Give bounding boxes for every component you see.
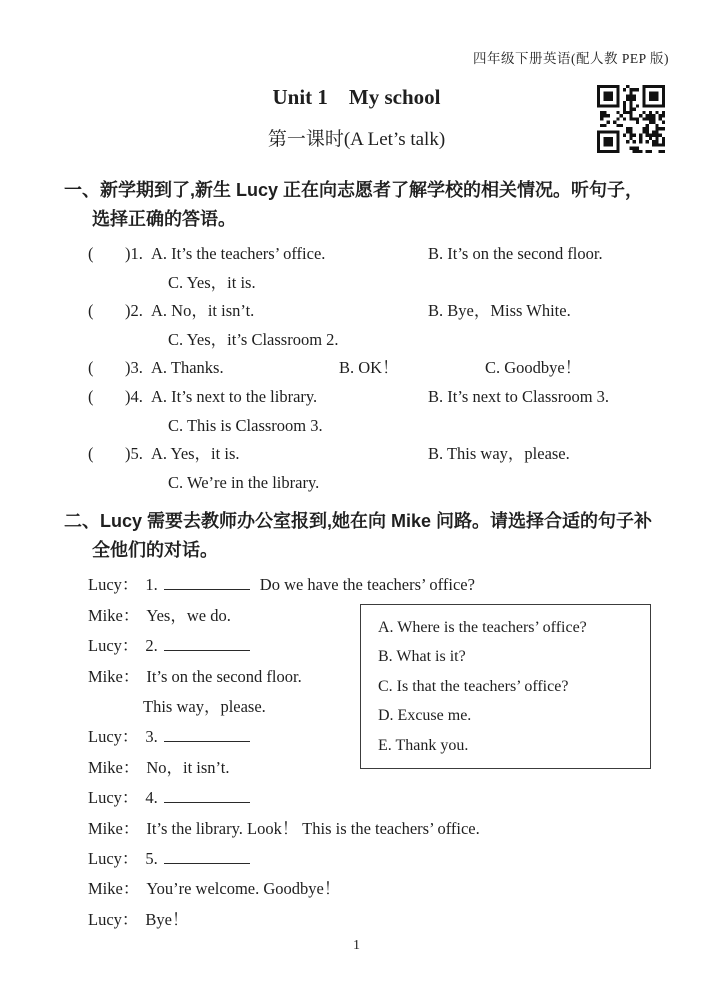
speaker-label: Mike：	[88, 666, 140, 686]
blank-number: 1.	[145, 575, 158, 595]
box-option: D. Excuse me.	[378, 707, 472, 725]
answer-blank	[164, 849, 250, 864]
answer-paren: (	[88, 444, 94, 464]
option-c-row	[64, 469, 657, 498]
listening-question	[64, 440, 657, 497]
dialogue-text: You’re welcome. Goodbye！	[146, 879, 341, 899]
answer-paren: (	[88, 386, 94, 406]
section-two-instructions: 二、Lucy 需要去教师办公室报到,她在向 Mike 问路。请选择合适的句子补全他们的对话。	[64, 511, 653, 561]
dialogue-text: It’s on the second floor.	[146, 666, 302, 686]
page-body	[64, 176, 657, 935]
dialogue-line	[64, 814, 657, 844]
option-c-row	[64, 269, 657, 298]
listening-question	[64, 383, 657, 440]
blank-number: 3.	[145, 727, 158, 747]
dialogue-text: Do we have the teachers’ office?	[259, 575, 475, 595]
speaker-label: Mike：	[88, 879, 140, 899]
lesson-title: 第一课时(A Let’s talk)	[267, 129, 446, 150]
box-option: A. Where is the teachers’ office?	[378, 619, 587, 636]
dialogue-text: Yes，we do.	[146, 605, 231, 625]
unit-title: Unit 1 My school	[272, 85, 441, 109]
dialogue-text: It’s the library. Look！ This is the teachers’ office.	[146, 818, 480, 838]
dialogue-line	[64, 783, 657, 813]
option-b: B. This way，please.	[428, 444, 570, 464]
blank-number: 4.	[145, 788, 158, 808]
page-number: 1	[353, 938, 360, 953]
listening-questions	[64, 240, 657, 497]
section-one-instructions: 一、新学期到了,新生 Lucy 正在向志愿者了解学校的相关情况。听句子，选择正确的答语。	[64, 180, 644, 229]
option-a: A. It’s next to the library.	[151, 386, 318, 406]
option-a: A. It’s the teachers’ office.	[151, 244, 326, 263]
box-option: E. Thank you.	[378, 736, 469, 754]
question-row	[64, 383, 657, 412]
option-c: C. This is Classroom 3.	[168, 415, 323, 435]
question-row	[64, 354, 657, 383]
answer-blank	[164, 636, 250, 651]
dialogue-line	[64, 874, 657, 904]
option-c-row	[64, 326, 657, 355]
option-a: A. Thanks.	[151, 358, 224, 378]
answer-blank	[164, 575, 250, 590]
question-number: )3.	[125, 358, 143, 378]
question-row	[64, 240, 657, 269]
option-a: A. Yes，it is.	[151, 444, 240, 464]
answer-paren: (	[88, 358, 94, 378]
dialogue-text: This way，please.	[143, 696, 266, 716]
question-number: )5.	[125, 444, 143, 464]
answer-paren: (	[88, 301, 94, 321]
option-c: C. Goodbye！	[485, 358, 582, 378]
answer-blank	[164, 727, 250, 742]
question-number: )1.	[125, 244, 143, 263]
option-c: C. We’re in the library.	[168, 472, 320, 492]
qr-code-svg	[597, 85, 665, 153]
listening-question	[64, 297, 657, 354]
speaker-label: Lucy：	[88, 849, 139, 868]
dialogue-line	[64, 570, 657, 600]
answer-paren: (	[88, 244, 94, 263]
dialogue-line	[64, 844, 657, 874]
question-row	[64, 297, 657, 326]
edition-header: 四年级下册英语(配人教 PEP 版)	[472, 51, 669, 66]
question-number: )4.	[125, 386, 143, 406]
blank-number: 5.	[145, 849, 158, 868]
option-b: B. Bye，Miss White.	[428, 301, 571, 321]
speaker-label: Lucy：	[88, 788, 139, 808]
speaker-label: Lucy：	[88, 575, 139, 595]
option-c: C. Yes，it’s Classroom 2.	[168, 329, 339, 349]
option-b: B. OK！	[339, 358, 399, 378]
blank-number: 2.	[145, 636, 158, 656]
option-c-row	[64, 412, 657, 441]
listening-question	[64, 354, 657, 383]
speaker-label: Lucy：	[88, 636, 139, 656]
question-number: )2.	[125, 301, 143, 321]
listening-question	[64, 240, 657, 297]
options-box	[360, 604, 651, 769]
speaker-label: Lucy：	[88, 909, 139, 929]
dialogue-text: No，it isn’t.	[146, 757, 230, 777]
speaker-label: Mike：	[88, 757, 140, 777]
option-c: C. Yes，it is.	[168, 272, 256, 292]
speaker-label: Lucy：	[88, 727, 139, 747]
box-option: C. Is that the teachers’ office?	[378, 677, 569, 695]
answer-blank	[164, 788, 250, 803]
speaker-label: Mike：	[88, 605, 140, 625]
speaker-label: Mike：	[88, 818, 140, 838]
qr-code-icon	[597, 85, 665, 153]
option-b: B. It’s next to Classroom 3.	[428, 386, 610, 406]
question-row	[64, 440, 657, 469]
option-a: A. No，it isn’t.	[151, 301, 255, 321]
dialogue-line	[64, 905, 657, 935]
box-option: B. What is it?	[378, 648, 466, 666]
dialogue-text: Bye！	[145, 909, 189, 929]
option-b: B. It’s on the second floor.	[428, 244, 603, 263]
